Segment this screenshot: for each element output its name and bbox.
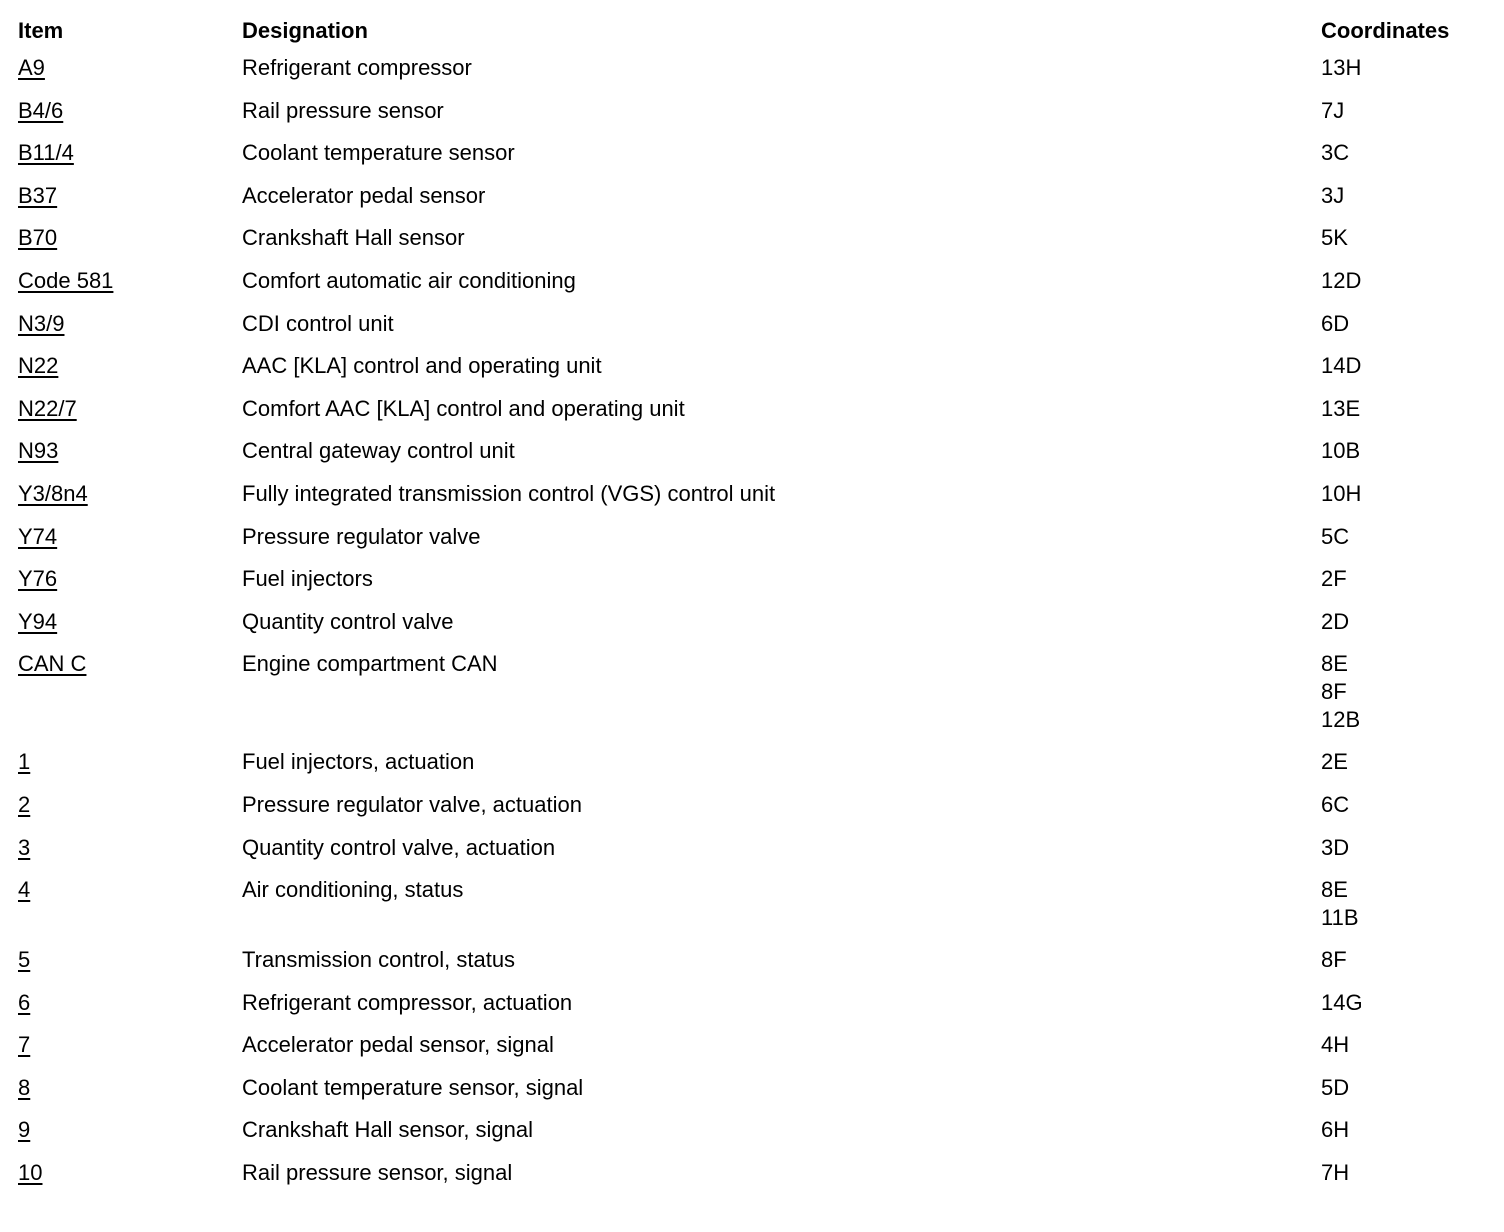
item-cell — [18, 989, 242, 1017]
coordinate-value: 10B — [1321, 438, 1361, 464]
coordinate-value: 13H — [1321, 55, 1362, 80]
designation-cell: Fuel injectors — [242, 566, 373, 592]
item-cell — [18, 876, 242, 904]
table-row — [18, 97, 1488, 140]
table-row — [18, 1116, 1488, 1159]
item-link[interactable]: Code 581 — [18, 267, 114, 293]
coordinate-value: 5K — [1321, 225, 1348, 251]
coordinates-cell — [1321, 437, 1488, 465]
item-link[interactable]: N3/9 — [18, 310, 65, 336]
table-row — [18, 395, 1488, 438]
table-row — [18, 352, 1488, 395]
item-link[interactable]: 4 — [18, 877, 31, 903]
designation-cell: Coolant temperature sensor, signal — [242, 1074, 584, 1100]
item-link[interactable]: 6 — [18, 989, 31, 1015]
table-row — [18, 834, 1488, 877]
table-row — [18, 791, 1488, 834]
legend-table — [18, 14, 1488, 1202]
item-cell — [18, 834, 242, 862]
table-row — [18, 480, 1488, 523]
designation-cell: Central gateway control unit — [242, 438, 515, 464]
coordinate-value: 3D — [1321, 834, 1350, 860]
table-row — [18, 437, 1488, 480]
coordinates-cell — [1321, 1074, 1488, 1102]
coordinates-cell — [1321, 791, 1488, 819]
table-body — [18, 54, 1488, 1202]
item-cell — [18, 1031, 242, 1059]
coordinates-cell — [1321, 834, 1488, 862]
designation-cell: Coolant temperature sensor — [242, 140, 515, 166]
designation-column-header: Designation — [242, 18, 368, 43]
item-link[interactable]: 7 — [18, 1032, 31, 1058]
item-link[interactable]: Y74 — [18, 523, 58, 549]
coordinate-value: 12D — [1321, 267, 1362, 293]
coordinates-cell — [1321, 946, 1488, 974]
item-cell — [18, 267, 242, 295]
item-link[interactable]: N22 — [18, 353, 59, 379]
table-row — [18, 139, 1488, 182]
table-row — [18, 1159, 1488, 1202]
item-cell — [18, 1116, 242, 1144]
item-link[interactable]: B70 — [18, 225, 58, 251]
coordinates-cell — [1321, 1031, 1488, 1059]
designation-cell: Accelerator pedal sensor — [242, 182, 486, 208]
item-cell — [18, 650, 242, 678]
coordinates-cell — [1321, 608, 1488, 636]
coordinates-cell — [1321, 139, 1488, 167]
designation-cell: Accelerator pedal sensor, signal — [242, 1032, 554, 1058]
coordinates-cell — [1321, 352, 1488, 380]
table-row — [18, 748, 1488, 791]
item-cell — [18, 54, 242, 82]
table-row — [18, 1031, 1488, 1074]
coordinates-cell — [1321, 395, 1488, 423]
coordinates-cell — [1321, 182, 1488, 210]
coordinates-cell — [1321, 650, 1488, 734]
coordinate-value: 8E — [1321, 877, 1348, 903]
table-row — [18, 523, 1488, 566]
coordinates-cell — [1321, 748, 1488, 776]
designation-cell: Comfort automatic air conditioning — [242, 267, 576, 293]
designation-cell: Transmission control, status — [242, 947, 516, 973]
designation-cell: Refrigerant compressor, actuation — [242, 989, 573, 1015]
item-cell — [18, 565, 242, 593]
designation-cell: Refrigerant compressor — [242, 55, 472, 80]
item-link[interactable]: N93 — [18, 438, 59, 464]
item-link[interactable]: Y76 — [18, 566, 58, 592]
item-link[interactable]: CAN C — [18, 651, 87, 677]
coordinate-value: 11B — [1321, 905, 1359, 931]
coordinate-value: 14G — [1321, 989, 1363, 1015]
coordinate-value: 3J — [1321, 182, 1345, 208]
coordinate-value: 7H — [1321, 1160, 1350, 1186]
designation-cell: Fully integrated transmission control (VGS) control unit — [242, 480, 776, 506]
item-cell — [18, 608, 242, 636]
designation-cell: Fuel injectors, actuation — [242, 749, 475, 775]
designation-cell: Rail pressure sensor — [242, 97, 444, 123]
item-cell — [18, 748, 242, 776]
designation-cell: CDI control unit — [242, 310, 394, 336]
item-cell — [18, 1074, 242, 1102]
item-link[interactable]: 3 — [18, 834, 31, 860]
coordinates-cell — [1321, 989, 1488, 1017]
item-link[interactable]: B11/4 — [18, 140, 74, 166]
designation-cell: Pressure regulator valve — [242, 523, 481, 549]
coordinates-cell — [1321, 310, 1488, 338]
coordinate-value: 12B — [1321, 707, 1361, 733]
item-cell — [18, 310, 242, 338]
table-row — [18, 946, 1488, 989]
coordinates-cell — [1321, 267, 1488, 295]
item-cell — [18, 352, 242, 380]
table-row — [18, 650, 1488, 748]
designation-cell: Comfort AAC [KLA] control and operating unit — [242, 395, 685, 421]
item-cell — [18, 139, 242, 167]
item-column-header: Item — [18, 18, 64, 43]
coordinate-value: 3C — [1321, 140, 1350, 166]
item-cell — [18, 1159, 242, 1187]
table-row — [18, 608, 1488, 651]
coordinate-value: 2E — [1321, 749, 1348, 775]
table-row — [18, 267, 1488, 310]
coordinate-value: 7J — [1321, 97, 1345, 123]
item-cell — [18, 946, 242, 974]
designation-cell: Crankshaft Hall sensor, signal — [242, 1117, 534, 1143]
item-link[interactable]: 8 — [18, 1074, 31, 1100]
item-link[interactable]: 1 — [18, 749, 31, 775]
coordinate-value: 8E — [1321, 651, 1348, 677]
item-link[interactable]: Y3/8n4 — [18, 480, 88, 506]
coordinate-value: 6C — [1321, 791, 1350, 817]
item-cell — [18, 224, 242, 252]
coordinate-value: 4H — [1321, 1032, 1350, 1058]
coordinates-cell — [1321, 480, 1488, 508]
table-row — [18, 1074, 1488, 1117]
item-link[interactable]: A9 — [18, 55, 45, 80]
coordinates-cell — [1321, 876, 1488, 932]
item-link[interactable]: 9 — [18, 1117, 31, 1143]
designation-cell: Crankshaft Hall sensor — [242, 225, 465, 251]
coordinate-value: 2F — [1321, 566, 1347, 592]
coordinate-value: 6D — [1321, 310, 1350, 336]
coordinate-value: 5D — [1321, 1074, 1350, 1100]
coordinate-value: 8F — [1321, 679, 1347, 705]
item-cell — [18, 480, 242, 508]
coordinate-value: 2D — [1321, 608, 1350, 634]
table-row — [18, 876, 1488, 946]
item-cell — [18, 395, 242, 423]
coordinate-value: 5C — [1321, 523, 1350, 549]
coordinates-cell — [1321, 565, 1488, 593]
coordinate-value: 14D — [1321, 353, 1362, 379]
coordinates-cell — [1321, 523, 1488, 551]
designation-cell: Engine compartment CAN — [242, 651, 498, 677]
item-link[interactable]: Y94 — [18, 608, 58, 634]
item-cell — [18, 523, 242, 551]
item-link[interactable]: B4/6 — [18, 97, 64, 123]
item-cell — [18, 182, 242, 210]
coordinates-cell — [1321, 224, 1488, 252]
designation-cell: AAC [KLA] control and operating unit — [242, 353, 602, 379]
table-row — [18, 989, 1488, 1032]
item-link[interactable]: 2 — [18, 791, 31, 817]
coordinate-value: 10H — [1321, 480, 1362, 506]
coordinates-cell — [1321, 1116, 1488, 1144]
coordinates-cell — [1321, 54, 1488, 82]
item-link[interactable]: 10 — [18, 1160, 43, 1186]
table-row — [18, 182, 1488, 225]
designation-cell: Quantity control valve — [242, 608, 454, 634]
table-row — [18, 310, 1488, 353]
item-link[interactable]: N22/7 — [18, 395, 77, 421]
coordinates-column-header: Coordinates — [1321, 18, 1450, 43]
item-link[interactable]: B37 — [18, 182, 58, 208]
coordinate-value: 6H — [1321, 1117, 1350, 1143]
item-cell — [18, 437, 242, 465]
designation-cell: Air conditioning, status — [242, 877, 464, 903]
table-row — [18, 224, 1488, 267]
designation-cell: Pressure regulator valve, actuation — [242, 791, 582, 817]
coordinates-cell — [1321, 1159, 1488, 1187]
table-header-row — [18, 14, 1488, 54]
item-cell — [18, 97, 242, 125]
table-row — [18, 565, 1488, 608]
designation-cell: Quantity control valve, actuation — [242, 834, 556, 860]
item-link[interactable]: 5 — [18, 947, 31, 973]
coordinate-value: 13E — [1321, 395, 1361, 421]
coordinates-cell — [1321, 97, 1488, 125]
table-row — [18, 54, 1488, 97]
designation-cell: Rail pressure sensor, signal — [242, 1160, 513, 1186]
coordinate-value: 8F — [1321, 947, 1347, 973]
item-cell — [18, 791, 242, 819]
